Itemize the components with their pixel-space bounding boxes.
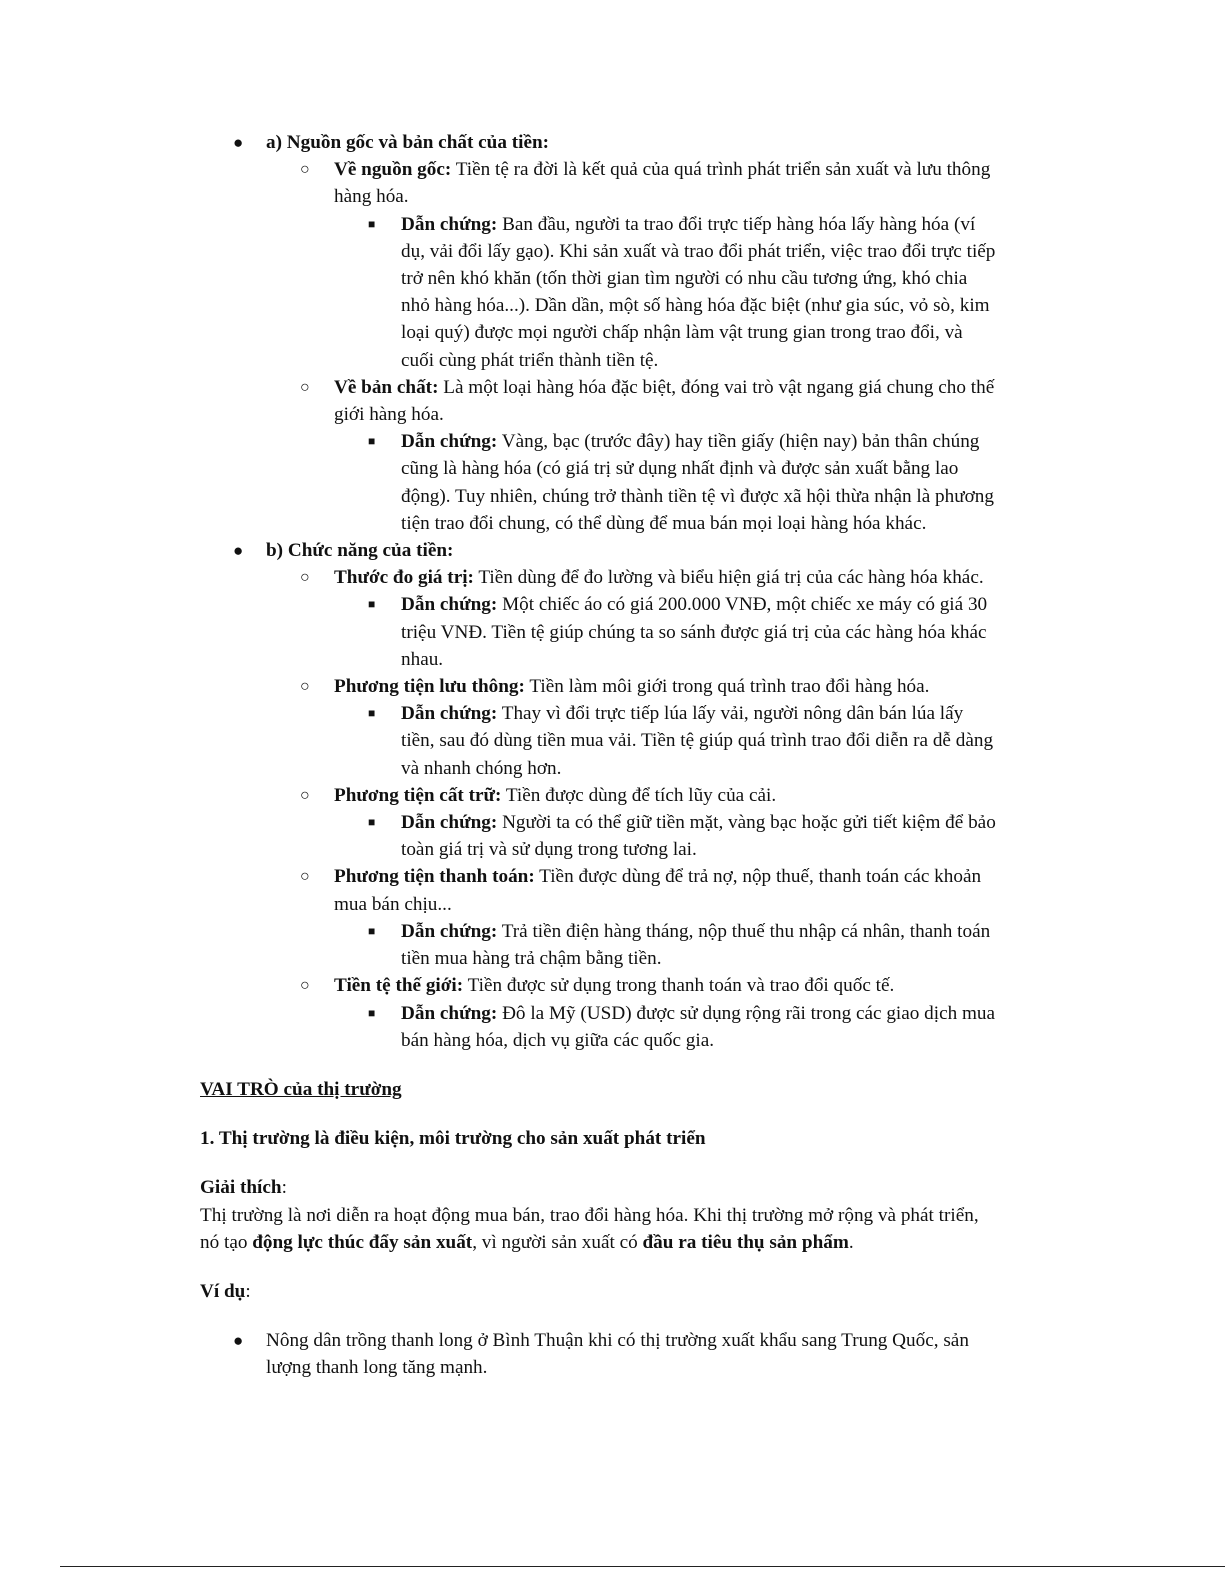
item-text: Tiền được dùng để tích lũy của cải. — [501, 784, 777, 806]
heading-text: VAI TRÒ của thị trường — [200, 1078, 402, 1100]
evidence-text: Người ta có thể giữ tiền mặt, vàng bạc hoặc gửi tiết kiệm để bảo — [497, 812, 996, 834]
function-payment-item-cont — [200, 891, 1050, 918]
function-measure-evidence — [200, 591, 1050, 618]
evidence-line: triệu VNĐ. Tiền tệ giúp chúng ta so sánh được giá trị của các hàng hóa khác — [401, 621, 987, 643]
item-text: Tiền được sử dụng trong thanh toán và trao đổi quốc tế. — [463, 975, 895, 997]
item-text: Tiền dùng để đo lường và biểu hiện giá trị của các hàng hóa khác. — [473, 567, 984, 589]
evidence-label: Dẫn chứng: — [401, 703, 498, 725]
nature-item — [200, 374, 1050, 401]
square-bullet-icon: ■ — [368, 434, 376, 449]
origin-item — [200, 156, 1050, 183]
evidence-line: trở nên khó khăn (tốn thời gian tìm người có nhu cầu tương ứng, khó chia — [401, 268, 968, 290]
explain-label-line — [200, 1174, 1050, 1201]
function-circulation-item — [200, 673, 1050, 700]
page-bottom-divider — [60, 1566, 1225, 1567]
circle-bullet-icon: ○ — [300, 868, 310, 886]
circle-bullet-icon: ○ — [300, 786, 310, 804]
square-bullet-icon: ■ — [368, 815, 376, 830]
explain-text: . — [848, 1231, 854, 1253]
explain-text: , vì người sản xuất có — [472, 1231, 643, 1253]
item-label: Thước đo giá trị: — [334, 567, 474, 589]
evidence-label: Dẫn chứng: — [401, 1002, 498, 1024]
function-payment-evidence — [200, 918, 1050, 945]
evidence-line: động). Tuy nhiên, chúng trở thành tiền tệ vì được xã hội thừa nhận là phương — [401, 485, 994, 507]
evidence-text: Một chiếc áo có giá 200.000 VNĐ, một chiếc xe máy có giá 30 — [497, 594, 988, 616]
item-label: Phương tiện lưu thông: — [334, 676, 525, 698]
evidence-line: tiền, sau đó dùng tiền mua vải. Tiền tệ giúp quá trình trao đổi diễn ra dễ dàng — [401, 730, 994, 752]
evidence-text: Đô la Mỹ (USD) được sử dụng rộng rãi trong các giao dịch mua — [497, 1002, 996, 1024]
evidence-line: và nhanh chóng hơn. — [401, 757, 562, 779]
square-bullet-icon: ■ — [368, 706, 376, 721]
document-page — [200, 129, 1050, 1382]
square-bullet-icon: ■ — [368, 216, 376, 231]
explain-emphasis: động lực thúc đẩy sản xuất — [252, 1231, 473, 1253]
market-role-heading — [200, 1076, 1050, 1103]
item-label: Phương tiện cất trữ: — [334, 784, 502, 806]
evidence-line: cuối cùng phát triển thành tiền tệ. — [401, 349, 659, 371]
origin-evidence — [200, 211, 1050, 238]
nature-item-cont — [200, 401, 1050, 428]
square-bullet-icon: ■ — [368, 923, 376, 938]
function-storage-evidence — [200, 809, 1050, 836]
example-label-line — [200, 1278, 1050, 1305]
evidence-line: nhỏ hàng hóa...). Dần dần, một số hàng hóa đặc biệt (như gia súc, vỏ sò, kim — [401, 295, 990, 317]
evidence-label: Dẫn chứng: — [401, 213, 498, 235]
square-bullet-icon: ■ — [368, 1005, 376, 1020]
function-circulation-evidence — [200, 700, 1050, 727]
evidence-line: dụ, vải đổi lấy gạo). Khi sản xuất và trao đổi phát triển, việc trao đổi trực tiếp — [401, 240, 996, 262]
explain-emphasis: đầu ra tiêu thụ sản phẩm — [642, 1231, 849, 1253]
item-text: giới hàng hóa. — [334, 404, 444, 426]
example-label: Ví dụ — [200, 1280, 246, 1302]
evidence-line: cũng là hàng hóa (có giá trị sử dụng nhất định và được sản xuất bằng lao — [401, 458, 959, 480]
circle-bullet-icon: ○ — [300, 569, 310, 587]
evidence-label: Dẫn chứng: — [401, 920, 498, 942]
heading-text: b) Chức năng của tiền: — [266, 540, 454, 562]
evidence-line: tiền mua hàng trả chậm bằng tiền. — [401, 948, 662, 970]
evidence-line: toàn giá trị và sử dụng trong tương lai. — [401, 839, 697, 861]
evidence-text: Trả tiền điện hàng tháng, nộp thuế thu nhập cá nhân, thanh toán — [497, 920, 991, 942]
explain-line: Thị trường là nơi diễn ra hoạt động mua bán, trao đổi hàng hóa. Khi thị trường mở rộng và phát triển, — [200, 1204, 979, 1226]
item-text: Tiền tệ ra đời là kết quả của quá trình phát triển sản xuất và lưu thông — [451, 159, 991, 181]
circle-bullet-icon: ○ — [300, 678, 310, 696]
explain-colon: : — [281, 1177, 287, 1199]
item-text: Tiền được dùng để trả nợ, nộp thuế, thanh toán các khoản — [534, 866, 982, 888]
origin-item-cont — [200, 183, 1050, 210]
circle-bullet-icon: ○ — [300, 161, 310, 179]
function-world-money-evidence — [200, 1000, 1050, 1027]
item-label: Về nguồn gốc: — [334, 159, 452, 181]
item-text: mua bán chịu... — [334, 893, 452, 915]
evidence-line: loại quý) được mọi người chấp nhận làm vật trung gian trong trao đổi, và — [401, 322, 963, 344]
example-colon: : — [245, 1280, 251, 1302]
example-text: Nông dân trồng thanh long ở Bình Thuận khi có thị trường xuất khẩu sang Trung Quốc, sản — [266, 1330, 969, 1352]
example-item-cont: lượng thanh long tăng mạnh. — [266, 1357, 488, 1379]
section-b-heading — [200, 537, 1050, 564]
function-storage-item — [200, 782, 1050, 809]
point-1-title — [200, 1125, 1050, 1152]
item-label: Phương tiện thanh toán: — [334, 866, 535, 888]
disc-bullet-icon: ● — [233, 541, 244, 561]
evidence-line: nhau. — [401, 648, 444, 670]
function-payment-item — [200, 863, 1050, 890]
circle-bullet-icon: ○ — [300, 378, 310, 396]
item-text: Là một loại hàng hóa đặc biệt, đóng vai trò vật ngang giá chung cho thế — [438, 376, 995, 398]
evidence-line: tiện trao đổi chung, có thể dùng để mua bán mọi loại hàng hóa khác. — [401, 512, 927, 534]
evidence-label: Dẫn chứng: — [401, 812, 498, 834]
example-item — [200, 1327, 1050, 1354]
disc-bullet-icon: ● — [233, 133, 244, 152]
nature-evidence — [200, 428, 1050, 455]
evidence-label: Dẫn chứng: — [401, 431, 498, 453]
item-text: hàng hóa. — [334, 186, 409, 208]
item-label: Về bản chất: — [334, 376, 439, 398]
heading-text: 1. Thị trường là điều kiện, môi trường cho sản xuất phát triển — [200, 1128, 706, 1150]
evidence-label: Dẫn chứng: — [401, 594, 498, 616]
evidence-line: bán hàng hóa, dịch vụ giữa các quốc gia. — [401, 1029, 715, 1051]
function-world-money-item — [200, 972, 1050, 999]
disc-bullet-icon: ● — [233, 1331, 244, 1351]
explain-text: nó tạo — [200, 1231, 253, 1253]
circle-bullet-icon: ○ — [300, 977, 310, 995]
heading-text: a) Nguồn gốc và bản chất của tiền: — [266, 132, 550, 153]
evidence-text: Ban đầu, người ta trao đổi trực tiếp hàng hóa lấy hàng hóa (ví — [497, 213, 976, 235]
explain-line — [200, 1229, 1050, 1256]
evidence-text: Thay vì đổi trực tiếp lúa lấy vải, người nông dân bán lúa lấy — [497, 703, 964, 725]
evidence-text: Vàng, bạc (trước đây) hay tiền giấy (hiện nay) bản thân chúng — [497, 431, 980, 453]
item-label: Tiền tệ thế giới: — [334, 975, 464, 997]
function-measure-item — [200, 564, 1050, 591]
square-bullet-icon: ■ — [368, 597, 376, 612]
item-text: Tiền làm môi giới trong quá trình trao đổi hàng hóa. — [524, 676, 930, 698]
section-a-heading — [200, 129, 1050, 156]
explain-label: Giải thích — [200, 1177, 282, 1199]
